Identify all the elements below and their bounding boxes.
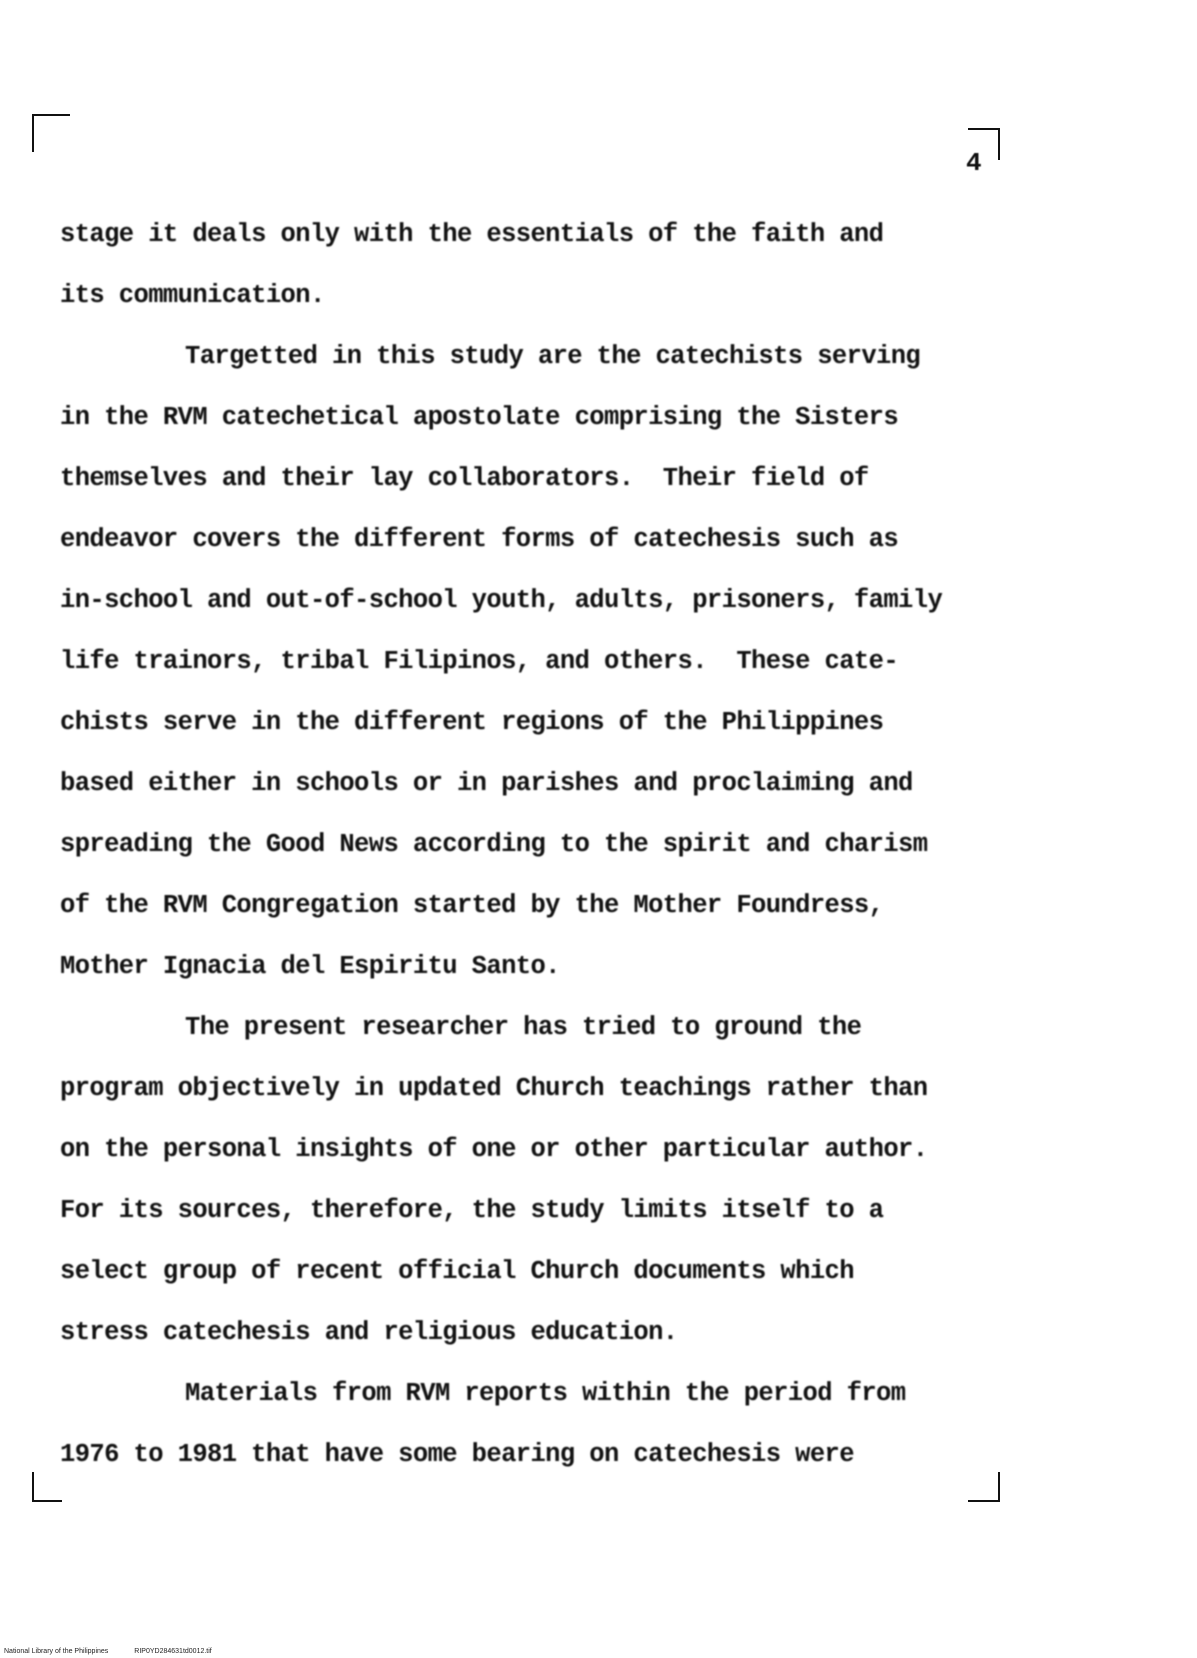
text-line: in-school and out-of-school youth, adults, prisoners, family xyxy=(60,586,943,615)
text-line: of the RVM Congregation started by the Mother Foundress, xyxy=(60,891,884,920)
text-line: based either in schools or in parishes and proclaiming and xyxy=(60,769,913,798)
text-line: endeavor covers the different forms of catechesis such as xyxy=(60,525,899,554)
text-line: Mother Ignacia del Espiritu Santo. xyxy=(60,952,560,981)
text-line: stage it deals only with the essentials of the faith and xyxy=(60,220,884,249)
crop-mark-top-left xyxy=(32,114,70,152)
footer-file: RIP0YD284631td0012.tif xyxy=(134,1648,212,1655)
text-line: stress catechesis and religious education. xyxy=(60,1318,678,1347)
text-line: For its sources, therefore, the study limits itself to a xyxy=(60,1196,884,1225)
text-line: Materials from RVM reports within the period from xyxy=(185,1379,906,1408)
text-line: program objectively in updated Church teachings rather than xyxy=(60,1074,928,1103)
text-line: Targetted in this study are the catechists serving xyxy=(185,342,921,371)
body-text xyxy=(60,204,1000,1485)
page-number: 4 xyxy=(966,148,982,178)
text-line: chists serve in the different regions of the Philippines xyxy=(60,708,884,737)
text-line: themselves and their lay collaborators. Their field of xyxy=(60,464,869,493)
text-line: select group of recent official Church documents which xyxy=(60,1257,854,1286)
text-line: life trainors, tribal Filipinos, and others. These cate- xyxy=(60,647,899,676)
text-line: in the RVM catechetical apostolate comprising the Sisters xyxy=(60,403,899,432)
text-line: its communication. xyxy=(60,281,325,310)
text-line: on the personal insights of one or other particular author. xyxy=(60,1135,928,1164)
text-line: 1976 to 1981 that have some bearing on catechesis were xyxy=(60,1440,854,1469)
text-line: spreading the Good News according to the spirit and charism xyxy=(60,830,928,859)
scan-footer xyxy=(4,1648,238,1655)
crop-mark-bottom-left xyxy=(32,1472,62,1502)
footer-library: National Library of the Philippines xyxy=(4,1648,109,1655)
text-line: The present researcher has tried to ground the xyxy=(185,1013,862,1042)
